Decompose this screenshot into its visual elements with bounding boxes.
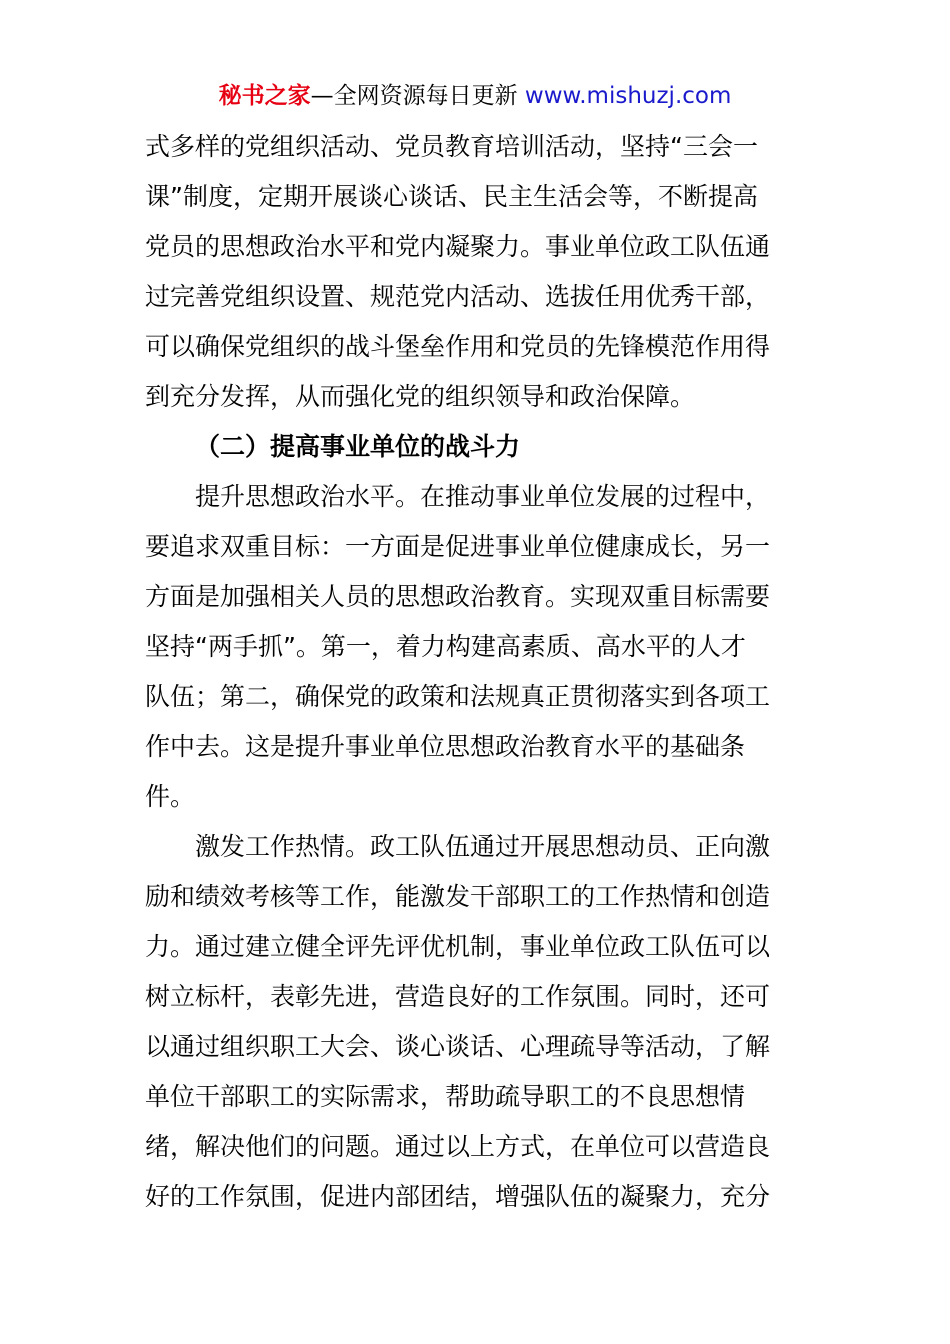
section-heading: （二）提高事业单位的战斗力 <box>195 432 521 461</box>
site-tagline: —全网资源每日更新 <box>310 83 525 109</box>
text-line: 到充分发挥，从而强化党的组织领导和政治保障。 <box>145 382 696 411</box>
text-line: 绪，解决他们的问题。通过以上方式，在单位可以营造良 <box>145 1132 771 1161</box>
text-line: 好的工作氛围，促进内部团结，增强队伍的凝聚力，充分 <box>145 1182 771 1211</box>
text-line: 力。通过建立健全评先评优机制，事业单位政工队伍可以 <box>145 932 771 961</box>
site-url-link[interactable]: www.mishuzj.com <box>524 83 732 109</box>
paragraph-first-line: 提升思想政治水平。在推动事业单位发展的过程中， <box>195 482 771 511</box>
document-body <box>145 122 807 1222</box>
text-line: 件。 <box>145 782 196 811</box>
text-line: 励和绩效考核等工作，能激发干部职工的工作热情和创造 <box>145 882 771 911</box>
text-line: 过完善党组织设置、规范党内活动、选拔任用优秀干部， <box>145 282 771 311</box>
text-line: 树立标杆，表彰先进，营造良好的工作氛围。同时，还可 <box>145 982 771 1011</box>
text-line: 单位干部职工的实际需求，帮助疏导职工的不良思想情 <box>145 1082 746 1111</box>
page-header <box>0 80 950 112</box>
text-line: 课”制度，定期开展谈心谈话、民主生活会等，不断提高 <box>145 182 758 211</box>
text-line: 要追求双重目标：一方面是促进事业单位健康成长，另一 <box>145 532 771 561</box>
paragraph-first-line: 激发工作热情。政工队伍通过开展思想动员、正向激 <box>195 832 771 861</box>
text-line: 坚持“两手抓”。第一，着力构建高素质、高水平的人才 <box>145 632 746 661</box>
text-line: 作中去。这是提升事业单位思想政治教育水平的基础条 <box>145 732 746 761</box>
site-brand: 秘书之家 <box>218 83 311 109</box>
text-line: 队伍；第二，确保党的政策和法规真正贯彻落实到各项工 <box>145 682 771 711</box>
text-line: 式多样的党组织活动、党员教育培训活动，坚持“三会一 <box>145 132 758 161</box>
text-line: 党员的思想政治水平和党内凝聚力。事业单位政工队伍通 <box>145 232 771 261</box>
text-line: 方面是加强相关人员的思想政治教育。实现双重目标需要 <box>145 582 771 611</box>
text-line: 以通过组织职工大会、谈心谈话、心理疏导等活动，了解 <box>145 1032 771 1061</box>
text-line: 可以确保党组织的战斗堡垒作用和党员的先锋模范作用得 <box>145 332 771 361</box>
